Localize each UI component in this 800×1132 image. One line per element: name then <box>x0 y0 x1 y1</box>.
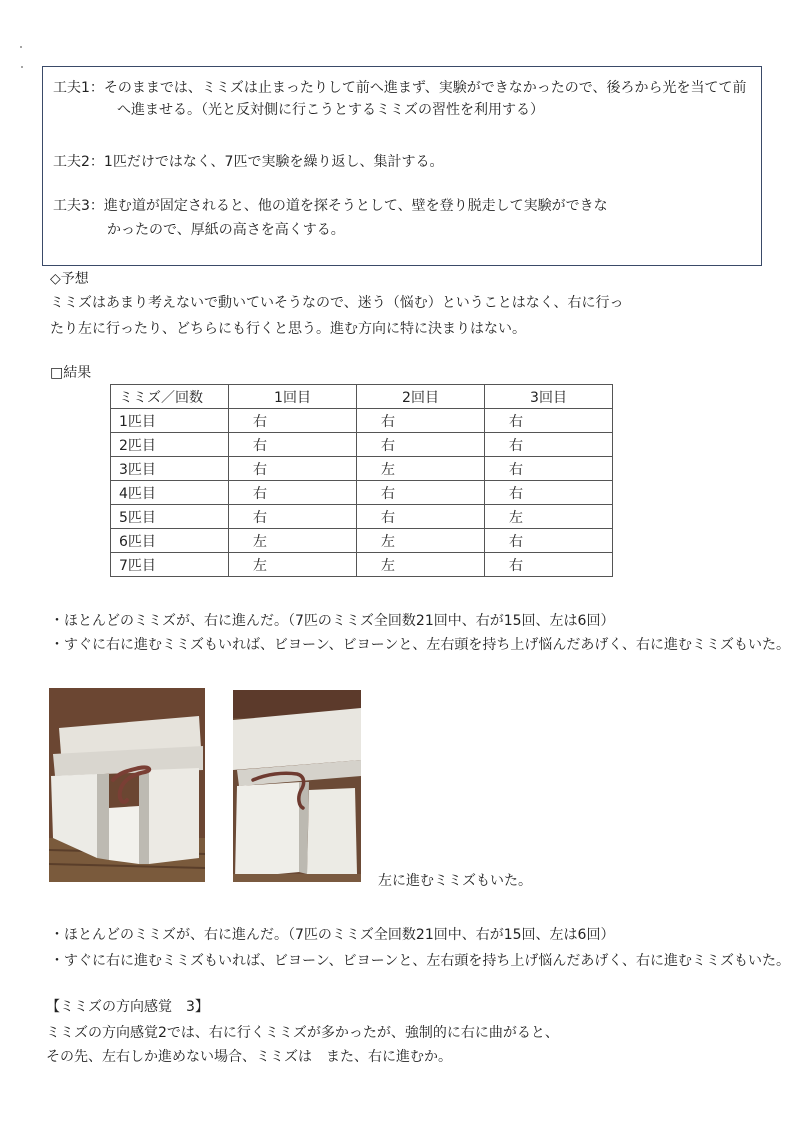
scan-speck <box>21 66 23 68</box>
result-cell: 右 <box>229 433 357 457</box>
repeat-note-2: ・すぐに右に進むミミズもいれば、ビヨーン、ビヨーンと、左右頭を持ち上げ悩んだあげく、右に進むミミズもいた。 <box>50 953 791 969</box>
section3-line-1: ミミズの方向感覚2では、右に行くミミズが多かったが、強制的に右に曲がると、 <box>46 1025 559 1041</box>
results-table <box>110 384 613 577</box>
section3-heading: 【ミミズの方向感覚 3】 <box>46 999 209 1015</box>
column-header: 3回目 <box>485 385 613 409</box>
result-cell: 右 <box>485 553 613 577</box>
experiment-photo-1 <box>49 688 205 882</box>
result-cell: 右 <box>357 433 485 457</box>
section3-line-2: その先、左右しか進めない場合、ミミズは また、右に進むか。 <box>46 1049 452 1065</box>
table-row <box>111 409 613 433</box>
photo-caption: 左に進むミミズもいた。 <box>378 873 532 889</box>
result-cell: 右 <box>357 505 485 529</box>
result-cell: 右 <box>485 409 613 433</box>
idea-1-cont: へ進ませる。（光と反対側に行こうとするミミズの習性を利用する） <box>117 102 544 118</box>
result-cell: 左 <box>229 553 357 577</box>
result-cell: 右 <box>229 409 357 433</box>
idea-3-cont: かったので、厚紙の高さを高くする。 <box>107 222 345 238</box>
result-cell: 右 <box>357 481 485 505</box>
column-header: 1回目 <box>229 385 357 409</box>
worm-label: 2匹目 <box>111 433 229 457</box>
ideas-box <box>42 66 762 266</box>
table-row <box>111 553 613 577</box>
result-cell: 右 <box>485 481 613 505</box>
results-note-1: ・ほとんどのミミズが、右に進んだ。（7匹のミミズ全回数21回中、右が15回、左は6回） <box>50 613 615 629</box>
result-cell: 左 <box>357 457 485 481</box>
result-cell: 右 <box>357 409 485 433</box>
results-note-2: ・すぐに右に進むミミズもいれば、ビヨーン、ビヨーンと、左右頭を持ち上げ悩んだあげく、右に進むミミズもいた。 <box>50 637 791 653</box>
scan-speck <box>20 46 22 48</box>
table-row <box>111 433 613 457</box>
result-cell: 右 <box>229 481 357 505</box>
column-header: 2回目 <box>357 385 485 409</box>
result-cell: 右 <box>485 529 613 553</box>
results-heading: □結果 <box>50 365 92 381</box>
idea-3: 工夫3：進む道が固定されると、他の道を探そうとして、壁を登り脱走して実験ができな <box>53 198 608 214</box>
result-cell: 右 <box>229 505 357 529</box>
repeat-note-1: ・ほとんどのミミズが、右に進んだ。（7匹のミミズ全回数21回中、右が15回、左は6回） <box>50 927 615 943</box>
result-cell: 左 <box>357 529 485 553</box>
table-row <box>111 457 613 481</box>
result-cell: 右 <box>229 457 357 481</box>
result-cell: 右 <box>485 457 613 481</box>
worm-label: 7匹目 <box>111 553 229 577</box>
prediction-heading: ◇予想 <box>50 271 89 287</box>
result-cell: 右 <box>485 433 613 457</box>
result-cell: 左 <box>229 529 357 553</box>
worm-label: 1匹目 <box>111 409 229 433</box>
worm-label: 6匹目 <box>111 529 229 553</box>
table-row <box>111 505 613 529</box>
table-row <box>111 481 613 505</box>
experiment-photo-2 <box>233 690 361 882</box>
idea-2: 工夫2：1匹だけではなく、7匹で実験を繰り返し、集計する。 <box>53 154 444 170</box>
prediction-line-1: ミミズはあまり考えないで動いていそうなので、迷う（悩む）ということはなく、右に行っ <box>50 295 624 311</box>
result-cell: 左 <box>357 553 485 577</box>
result-cell: 左 <box>485 505 613 529</box>
worm-label: 3匹目 <box>111 457 229 481</box>
maze-photo-drawing <box>233 690 361 882</box>
prediction-line-2: たり左に行ったり、どちらにも行くと思う。進む方向に特に決まりはない。 <box>50 321 526 337</box>
worm-label: 4匹目 <box>111 481 229 505</box>
worm-label: 5匹目 <box>111 505 229 529</box>
maze-photo-drawing <box>49 688 205 882</box>
table-header-row <box>111 385 613 409</box>
column-header: ミミズ／回数 <box>111 385 229 409</box>
table-row <box>111 529 613 553</box>
idea-1: 工夫1：そのままでは、ミミズは止まったりして前へ進まず、実験ができなかったので、後ろから光を当てて前 <box>53 80 747 96</box>
